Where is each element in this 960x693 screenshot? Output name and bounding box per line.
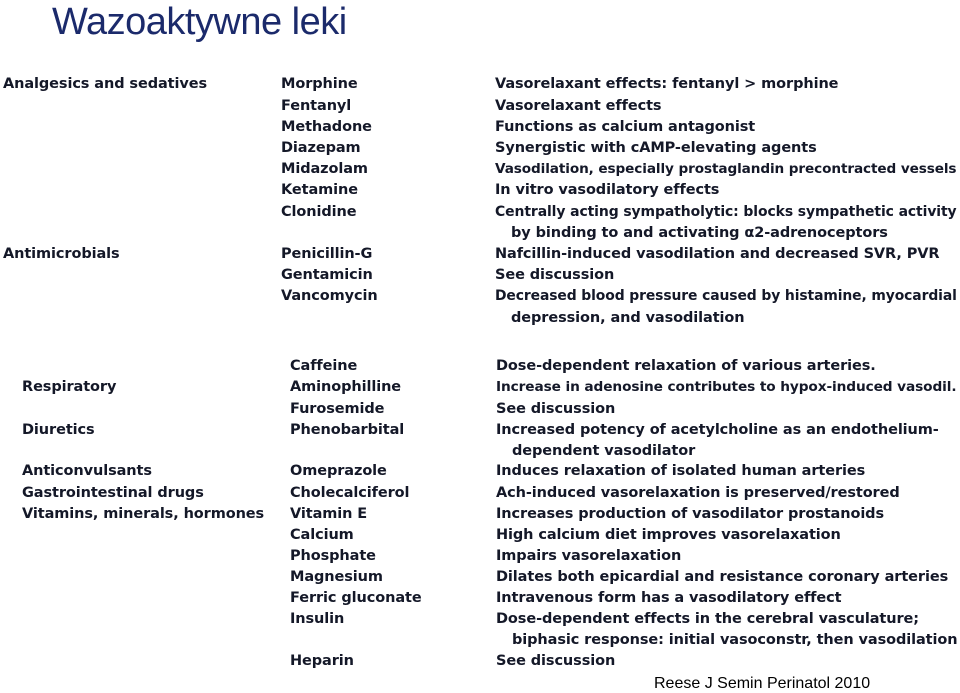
table1-drug-cell: Methadone — [281, 119, 372, 135]
table1-group-cell: Analgesics and sedatives — [3, 76, 207, 92]
table2-drug-cell: Calcium — [290, 527, 354, 543]
table1-effect-cell: Vasorelaxant effects — [495, 98, 662, 114]
table2-effect-cell: Dilates both epicardial and resistance coronary arteries — [496, 569, 949, 585]
table2-effect-cell: Increase in adenosine contributes to hypox-induced vasodil. — [496, 379, 957, 395]
table2-drug-cell: Furosemide — [290, 401, 385, 417]
table1-effect-cell: depression, and vasodilation — [511, 310, 745, 326]
table2-group-cell: Gastrointestinal drugs — [22, 485, 204, 501]
table2-drug-cell: Aminophilline — [290, 379, 402, 395]
citation: Reese J Semin Perinatol 2010 — [654, 675, 871, 692]
table2-drug-cell: Caffeine — [290, 358, 358, 374]
table2-drug-cell: Heparin — [290, 653, 354, 669]
table2-effect-cell: biphasic response: initial vasoconstr, then vasodilation — [512, 632, 958, 648]
table2-effect-cell: Increased potency of acetylcholine as an endothelium- — [496, 422, 939, 438]
table2-effect-cell: See discussion — [496, 401, 616, 417]
table1-effect-cell: See discussion — [495, 267, 615, 283]
table1-effect-cell: Decreased blood pressure caused by histamine, myocardial — [495, 288, 957, 304]
table2-effect-cell: Impairs vasorelaxation — [496, 548, 682, 564]
table2-effect-cell: Induces relaxation of isolated human arteries — [496, 463, 866, 479]
table1-drug-cell: Ketamine — [281, 182, 358, 198]
table2-effect-cell: dependent vasodilator — [512, 443, 696, 459]
table1-drug-cell: Fentanyl — [281, 98, 352, 114]
table1-effect-cell: Vasorelaxant effects: fentanyl > morphine — [495, 76, 839, 92]
table1-drug-cell: Clonidine — [281, 204, 357, 220]
table1-effect-cell: In vitro vasodilatory effects — [495, 182, 720, 198]
table2-effect-cell: High calcium diet improves vasorelaxation — [496, 527, 841, 543]
table2-group-cell: Diuretics — [22, 422, 95, 438]
table2-effect-cell: Ach-induced vasorelaxation is preserved/restored — [496, 485, 900, 501]
table2-drug-cell: Omeprazole — [290, 463, 387, 479]
table1-drug-cell: Vancomycin — [281, 288, 378, 304]
table1-effect-cell: by binding to and activating α2-adrenoceptors — [511, 225, 888, 241]
table1-drug-cell: Midazolam — [281, 161, 368, 177]
table1-drug-cell: Morphine — [281, 76, 358, 92]
table2-effect-cell: Dose-dependent relaxation of various arteries. — [496, 358, 876, 374]
slide-title: Wazoaktywne leki — [52, 1, 347, 43]
table1-drug-cell: Gentamicin — [281, 267, 373, 283]
table2-drug-cell: Insulin — [290, 611, 345, 627]
table2-group-cell: Vitamins, minerals, hormones — [22, 506, 265, 522]
table2-drug-cell: Ferric gluconate — [290, 590, 422, 606]
table1-drug-cell: Penicillin-G — [281, 246, 373, 262]
table2-effect-cell: Intravenous form has a vasodilatory effect — [496, 590, 842, 606]
table2-effect-cell: Dose-dependent effects in the cerebral vasculature; — [496, 611, 919, 627]
table2-drug-cell: Magnesium — [290, 569, 383, 585]
table2-effect-cell: Increases production of vasodilator prostanoids — [496, 506, 884, 522]
table2-drug-cell: Cholecalciferol — [290, 485, 410, 501]
table2-drug-cell: Phenobarbital — [290, 422, 405, 438]
table2-drug-cell: Vitamin E — [290, 506, 368, 522]
table2-effect-cell: See discussion — [496, 653, 616, 669]
table1-drug-cell: Diazepam — [281, 140, 361, 156]
table2-group-cell: Anticonvulsants — [22, 463, 152, 479]
table1-effect-cell: Centrally acting sympatholytic: blocks sympathetic activity — [495, 204, 957, 220]
table1-effect-cell: Vasodilation, especially prostaglandin precontracted vessels — [495, 161, 957, 177]
table2-group-cell: Respiratory — [22, 379, 117, 395]
table1-group-cell: Antimicrobials — [3, 246, 120, 262]
table2-drug-cell: Phosphate — [290, 548, 376, 564]
table1-effect-cell: Functions as calcium antagonist — [495, 119, 756, 135]
table1-effect-cell: Nafcillin-induced vasodilation and decreased SVR, PVR — [495, 246, 940, 262]
table1-effect-cell: Synergistic with cAMP-elevating agents — [495, 140, 817, 156]
